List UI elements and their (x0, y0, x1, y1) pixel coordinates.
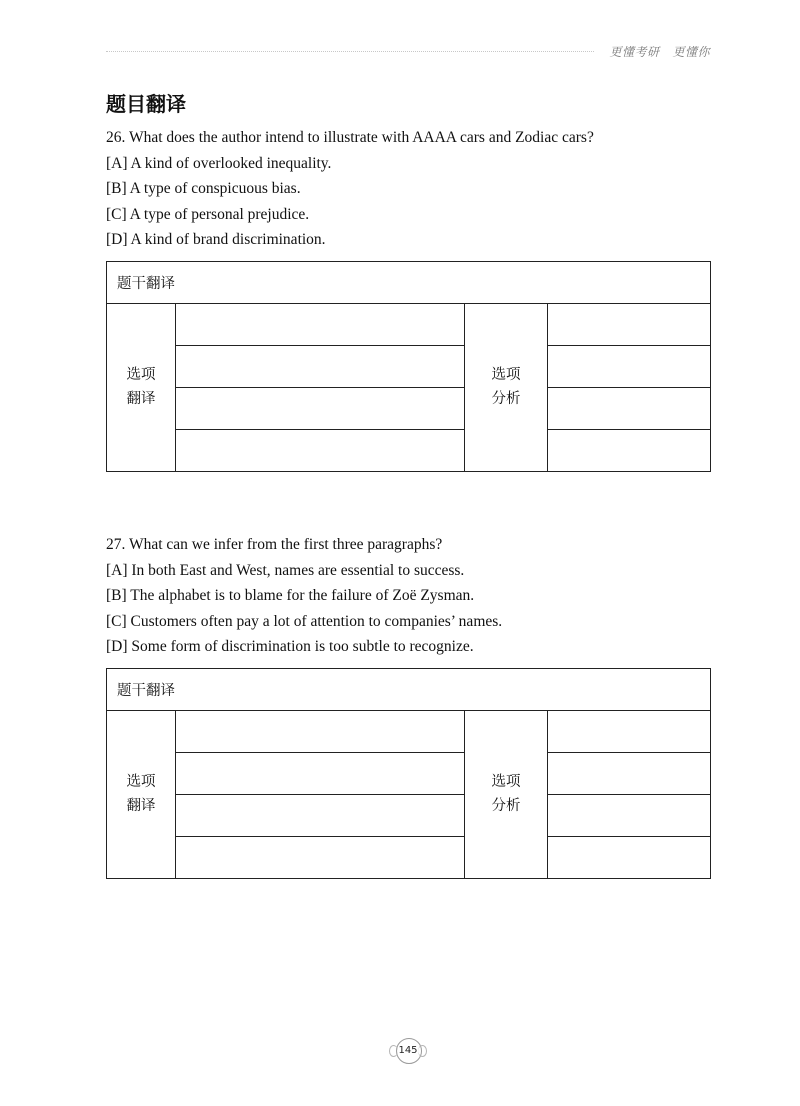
analysis-cell[interactable] (548, 752, 711, 794)
option-b: [B] The alphabet is to blame for the failure of Zoë Zysman. (106, 587, 475, 604)
header-rule (106, 51, 594, 52)
analysis-cell[interactable] (548, 303, 711, 345)
header-slogan: 更懂考研 更懂你 (609, 45, 710, 59)
translation-cell[interactable] (176, 752, 465, 794)
question-block (106, 125, 711, 472)
option-translation-label-line2: 翻译 (126, 391, 156, 407)
translation-table (106, 261, 711, 472)
stem-translation-label: 题干翻译 (107, 261, 711, 303)
option-c: [C] A type of personal prejudice. (106, 205, 310, 223)
option-analysis-label-line2: 分析 (491, 798, 521, 814)
option-analysis-label (465, 303, 548, 471)
analysis-cell[interactable] (548, 794, 711, 836)
option-a: [A] A kind of overlooked inequality. (106, 154, 332, 172)
option-analysis-label-line2: 分析 (491, 391, 521, 407)
option-c: [C] Customers often pay a lot of attention to companies’ names. (106, 612, 503, 630)
analysis-cell[interactable] (548, 836, 711, 878)
translation-cell[interactable] (176, 794, 465, 836)
option-d: [D] Some form of discrimination is too subtle to recognize. (106, 638, 474, 655)
badge-right-ornament (418, 1045, 427, 1057)
translation-cell[interactable] (176, 836, 465, 878)
translation-table (106, 668, 711, 879)
option-analysis-label (465, 710, 548, 878)
translation-cell[interactable] (176, 387, 465, 429)
option-translation-label (107, 303, 176, 471)
question-block (106, 532, 711, 879)
option-translation-label-line1: 选项 (126, 367, 156, 383)
analysis-cell[interactable] (548, 710, 711, 752)
translation-cell[interactable] (176, 710, 465, 752)
option-translation-label-line2: 翻译 (126, 798, 156, 814)
option-translation-label (107, 710, 176, 878)
question-stem: 26. What does the author intend to illustrate with AAAA cars and Zodiac cars? (106, 129, 594, 146)
option-d: [D] A kind of brand discrimination. (106, 231, 326, 248)
option-a: [A] In both East and West, names are essential to success. (106, 561, 465, 579)
stem-translation-label: 题干翻译 (107, 668, 711, 710)
question-stem: 27. What can we infer from the first three paragraphs? (106, 536, 443, 553)
translation-cell[interactable] (176, 303, 465, 345)
translation-cell[interactable] (176, 345, 465, 387)
translation-cell[interactable] (176, 429, 465, 471)
option-translation-label-line1: 选项 (126, 774, 156, 790)
section-title: 题目翻译 (106, 92, 186, 116)
page-number-badge (392, 1036, 424, 1064)
page-number: 145 (398, 1044, 418, 1056)
analysis-cell[interactable] (548, 429, 711, 471)
option-b: [B] A type of conspicuous bias. (106, 180, 301, 197)
option-analysis-label-line1: 选项 (491, 774, 521, 790)
analysis-cell[interactable] (548, 345, 711, 387)
analysis-cell[interactable] (548, 387, 711, 429)
option-analysis-label-line1: 选项 (491, 367, 521, 383)
